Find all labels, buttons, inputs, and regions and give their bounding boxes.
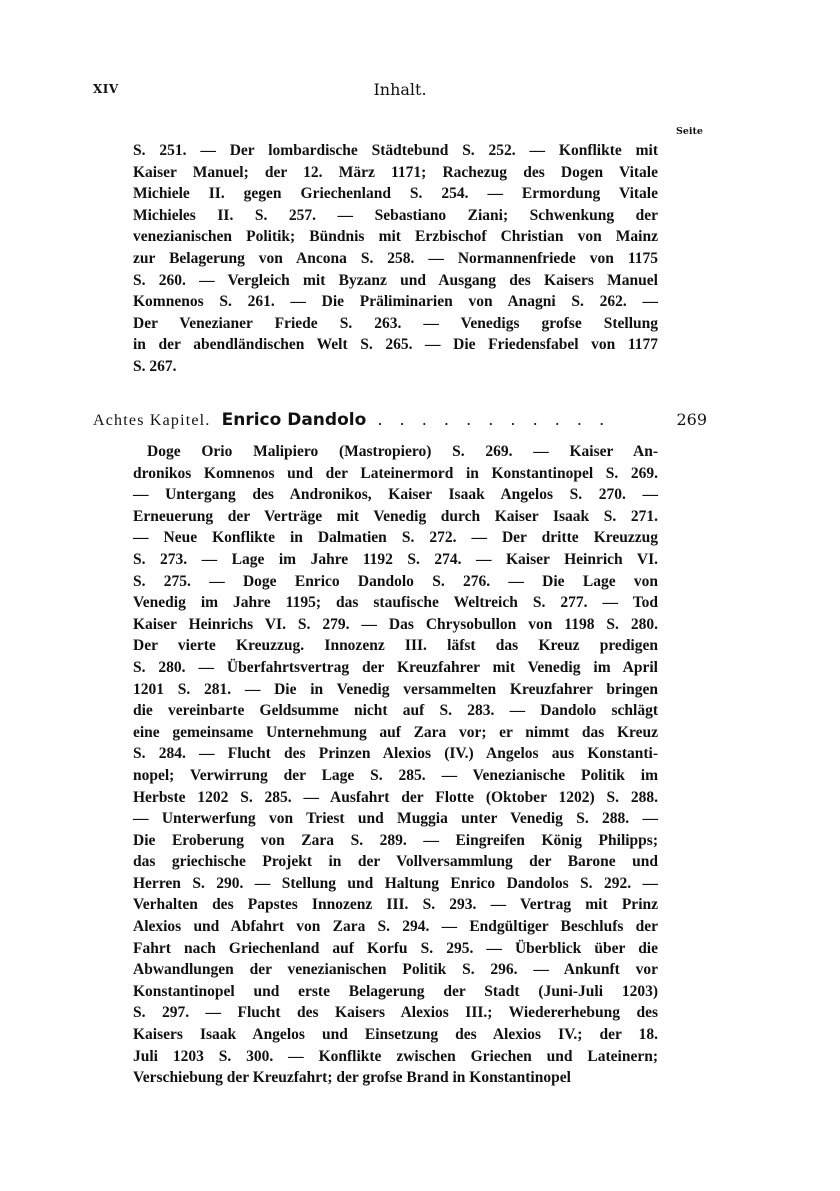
chapter-dot-leader: . . . . . . . . . . . [377,410,611,429]
seite-column-label: Seite [676,126,703,137]
text-line: S. 297. — Flucht des Kaisers Alexios III.; Wiedererhebung des [133,1004,658,1022]
chapter-page-number: 269 [676,410,707,429]
text-line: S. 251. — Der lombardische Städtebund S. 252. — Konflikte mit [133,142,658,159]
text-line: Doge Orio Malipiero (Mastropiero) S. 269. — Kaiser An- [147,443,658,460]
chapter-label: Achtes Kapitel. [93,412,211,429]
text-line: S. 260. — Vergleich mit Byzanz und Ausgang des Kaisers Manuel [133,271,658,289]
text-line: Abwandlungen der venezianischen Politik S. 296. — Ankunft vor [133,961,658,979]
text-line: — Neue Konflikte in Dalmatien S. 272. — Der dritte Kreuzzug [133,529,658,547]
text-line: 1201 S. 281. — Die in Venedig versammelten Kreuzfahrer bringen [133,680,658,698]
text-line: die vereinbarte Geldsumme nicht auf S. 283. — Dandolo schlägt [133,702,658,720]
text-line: eine gemeinsame Unternehmung auf Zara vor; er nimmt das Kreuz [133,723,658,741]
text-line: zur Belagerung von Ancona S. 258. — Normannenfriede von 1175 [133,249,658,267]
toc-entry-continued [133,140,658,378]
page-number: XIV [93,82,119,96]
chapter-title: Enrico Dandolo [221,410,367,430]
running-title: Inhalt. [373,80,427,99]
text-line: das griechische Projekt in der Vollversammlung der Barone und [133,853,658,871]
text-line: — Unterwerfung von Triest und Muggia unter Venedig S. 288. — [133,810,658,828]
text-line: Kaisers Isaak Angelos und Einsetzung des Alexios IV.; der 18. [133,1026,658,1044]
text-line: Herren S. 290. — Stellung und Haltung Enrico Dandolos S. 292. — [133,874,658,892]
text-line: nopel; Verwirrung der Lage S. 285. — Venezianische Politik im [133,766,658,784]
text-line: S. 275. — Doge Enrico Dandolo S. 276. — Die Lage von [133,572,658,590]
text-line: Alexios und Abfahrt von Zara S. 294. — Endgültiger Beschlufs der [133,918,658,936]
text-line: Verschiebung der Kreuzfahrt; der grofse Brand in Konstantinopel [133,1069,571,1087]
chapter-contents [133,441,658,1089]
chapter-heading [93,408,707,432]
text-line: — Untergang des Andronikos, Kaiser Isaak Angelos S. 270. — [133,486,658,504]
text-line: S. 280. — Überfahrtsvertrag der Kreuzfahrer mit Venedig im April [133,658,658,676]
text-line: S. 284. — Flucht des Prinzen Alexios (IV.) Angelos aus Konstanti- [133,745,658,763]
text-line: Kaiser Manuel; der 12. März 1171; Rachezug des Dogen Vitale [133,163,658,181]
text-line: Konstantinopel und erste Belagerung der Stadt (Juni-Juli 1203) [133,982,658,1000]
text-line: Juli 1203 S. 300. — Konflikte zwischen Griechen und Lateinern; [133,1047,658,1065]
text-line: dronikos Komnenos und der Lateinermord in Konstantinopel S. 269. [133,464,658,482]
text-line: Kaiser Heinrichs VI. S. 279. — Das Chrysobullon von 1198 S. 280. [133,615,658,633]
text-line: Verhalten des Papstes Innozenz III. S. 293. — Vertrag mit Prinz [133,896,658,914]
text-line: Die Eroberung von Zara S. 289. — Eingreifen König Philipps; [133,831,658,849]
text-line: S. 273. — Lage im Jahre 1192 S. 274. — Kaiser Heinrich VI. [133,550,658,568]
text-line: Venedig im Jahre 1195; das staufische Weltreich S. 277. — Tod [133,594,658,612]
text-line: Der vierte Kreuzzug. Innozenz III. läfst das Kreuz predigen [133,637,658,655]
text-line: Der Venezianer Friede S. 263. — Venedigs grofse Stellung [133,314,658,332]
text-line: Fahrt nach Griechenland auf Korfu S. 295. — Überblick über die [133,939,658,957]
text-line: Erneuerung der Verträge mit Venedig durch Kaiser Isaak S. 271. [133,507,658,525]
text-line: Michieles II. S. 257. — Sebastiano Ziani; Schwenkung der [133,206,658,224]
text-line: Komnenos S. 261. — Die Präliminarien von Anagni S. 262. — [133,293,658,311]
text-line: in der abendländischen Welt S. 265. — Die Friedensfabel von 1177 [133,336,658,354]
text-line: Michiele II. gegen Griechenland S. 254. — Ermordung Vitale [133,185,658,203]
text-line: Herbste 1202 S. 285. — Ausfahrt der Flotte (Oktober 1202) S. 288. [133,788,658,806]
running-head [93,82,707,104]
text-line: venezianischen Politik; Bündnis mit Erzbischof Christian von Mainz [133,228,658,246]
text-line: S. 267. [133,357,177,375]
